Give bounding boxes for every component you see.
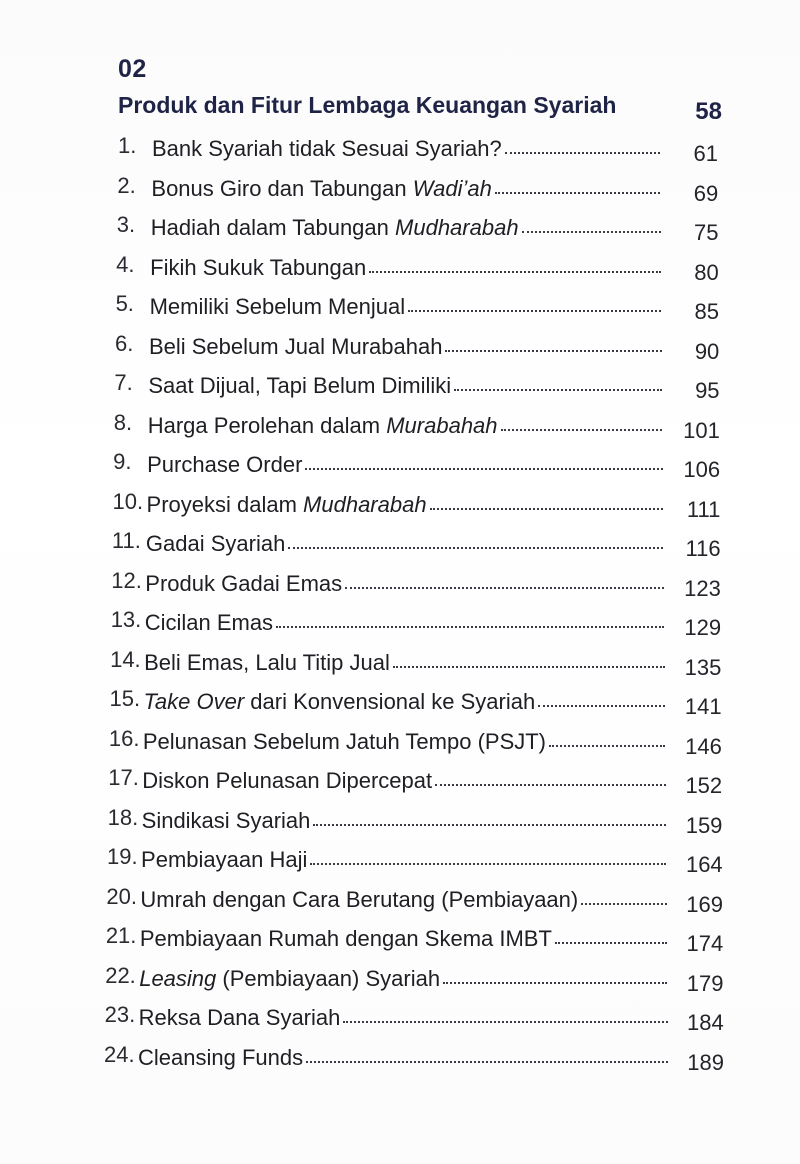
toc-entry-title bbox=[142, 805, 311, 837]
toc-entry-title-text: Pelunasan Sebelum Jatuh Tempo (PSJT) bbox=[142, 728, 547, 754]
toc-entry-title bbox=[152, 133, 502, 165]
dot-leader bbox=[430, 484, 664, 510]
toc-entry-title bbox=[150, 252, 366, 284]
toc-entry-title-italic: Murabahah bbox=[386, 412, 498, 438]
dot-leader bbox=[549, 721, 665, 747]
toc-entry-page-number: 85 bbox=[694, 299, 720, 324]
toc-entry-page-number: 101 bbox=[683, 417, 720, 443]
toc-entry-title-text: Sindikasi Syariah bbox=[141, 807, 311, 833]
dot-leader bbox=[581, 879, 666, 905]
toc-entry-page-number: 80 bbox=[694, 259, 719, 285]
toc-entry bbox=[110, 604, 722, 640]
toc-entry-title-italic: Wadi’ah bbox=[412, 175, 492, 201]
toc-entry bbox=[106, 881, 723, 917]
toc-entry bbox=[113, 407, 720, 443]
toc-entry-page-number: 169 bbox=[686, 891, 723, 917]
toc-entry-title bbox=[146, 528, 285, 560]
toc-entry-number: 22. bbox=[105, 962, 136, 988]
toc-entry-title-text: Saat Dijual, Tapi Belum Dimiliki bbox=[148, 373, 452, 398]
toc-entry-page-number: 61 bbox=[693, 141, 718, 166]
toc-entry-page-number: 152 bbox=[685, 773, 723, 798]
toc-entry bbox=[104, 1039, 724, 1075]
toc-entry bbox=[114, 328, 720, 364]
dot-leader bbox=[305, 444, 662, 470]
toc-entry-number: 14. bbox=[110, 646, 141, 672]
chapter-number: 02 bbox=[118, 55, 147, 83]
toc-entry bbox=[111, 565, 721, 601]
toc-entry bbox=[108, 723, 722, 759]
toc-entry-page-number: 179 bbox=[686, 970, 724, 996]
toc-entry-title-text: Reksa Dana Syariah bbox=[138, 1005, 341, 1030]
toc-entry-title-text: Bank Syariah tidak Sesuai Syariah? bbox=[152, 136, 502, 161]
dot-leader bbox=[345, 563, 664, 589]
toc-entry-page-number: 90 bbox=[694, 338, 720, 364]
toc-entry bbox=[112, 486, 721, 522]
toc-entry-title bbox=[142, 765, 432, 797]
toc-entry bbox=[104, 999, 724, 1035]
toc-entry-page-number: 75 bbox=[694, 220, 719, 245]
dot-leader bbox=[555, 918, 667, 944]
toc-entry-page-number: 95 bbox=[695, 378, 720, 403]
toc-entry-number: 6. bbox=[114, 330, 134, 356]
toc-entry-title-text: Hadiah dalam Tabungan bbox=[150, 215, 396, 240]
toc-entry-title-text: Beli Emas, Lalu Titip Jual bbox=[144, 649, 390, 675]
toc-entry-title-text: Fikih Sukuk Tabungan bbox=[150, 254, 367, 280]
toc-entry-number: 5. bbox=[115, 291, 134, 316]
toc-entry-page-number: 189 bbox=[687, 1049, 724, 1075]
dot-leader bbox=[310, 839, 666, 865]
toc-entry-title bbox=[139, 1002, 341, 1034]
toc-entry bbox=[114, 367, 720, 403]
toc-entry-number: 13. bbox=[110, 607, 142, 632]
toc-entry-title-text: Pembiayaan Haji bbox=[141, 847, 308, 872]
toc-entry-title-italic: Mudharabah bbox=[303, 491, 427, 517]
toc-entry-number: 4. bbox=[116, 251, 135, 277]
toc-entry-title-text: Pembiayaan Rumah dengan Skema IMBT bbox=[139, 926, 552, 951]
toc-entry-page-number: 159 bbox=[685, 812, 723, 838]
toc-entry-title bbox=[150, 291, 406, 323]
toc-entry-number: 18. bbox=[107, 804, 139, 830]
toc-entry-number: 3. bbox=[116, 212, 136, 237]
toc-entry-title-text: Umrah dengan Cara Berutang (Pembiayaan) bbox=[140, 886, 579, 912]
toc-entry-title-text: Diskon Pelunasan Dipercepat bbox=[142, 768, 433, 793]
toc-entry bbox=[107, 802, 723, 838]
toc-entry bbox=[105, 960, 724, 996]
toc-entry-number: 11. bbox=[111, 528, 141, 553]
toc-entry-page-number: 141 bbox=[684, 694, 722, 719]
toc-entry-title bbox=[143, 726, 546, 758]
toc-entry-number: 24. bbox=[104, 1041, 135, 1067]
dot-leader bbox=[445, 326, 661, 352]
toc-entry-title-text: Proyeksi dalam bbox=[146, 491, 304, 517]
toc-entry bbox=[115, 288, 720, 324]
toc-entry-title-text: Bonus Giro dan Tabungan bbox=[151, 175, 413, 201]
dot-leader bbox=[435, 760, 665, 786]
toc-entry-title bbox=[144, 647, 390, 679]
toc-entry bbox=[117, 170, 719, 206]
toc-entry bbox=[108, 762, 723, 798]
toc-entry-number: 17. bbox=[108, 765, 139, 790]
toc-entry-page-number: 146 bbox=[685, 733, 722, 759]
toc-entry bbox=[118, 130, 718, 166]
dot-leader bbox=[501, 405, 663, 431]
dot-leader bbox=[306, 1037, 668, 1063]
dot-leader bbox=[495, 168, 661, 194]
dot-leader bbox=[522, 207, 661, 233]
toc-entry-title-text: Cleansing Funds bbox=[138, 1044, 304, 1070]
toc-entry bbox=[110, 644, 722, 680]
toc-entry-page-number: 123 bbox=[684, 575, 721, 601]
dot-leader bbox=[443, 958, 667, 984]
toc-entry-number: 7. bbox=[114, 370, 133, 395]
dot-leader bbox=[538, 681, 665, 707]
dot-leader bbox=[276, 602, 664, 628]
dot-leader bbox=[369, 247, 661, 273]
toc-entry bbox=[116, 209, 719, 245]
toc-entry-number: 20. bbox=[106, 883, 138, 909]
toc-entry-title-text: Beli Sebelum Jual Murabahah bbox=[148, 333, 443, 359]
toc-entry bbox=[107, 841, 723, 877]
toc-entry-title bbox=[138, 1042, 303, 1074]
toc-entry-title bbox=[140, 923, 552, 955]
dot-leader bbox=[393, 642, 665, 668]
toc-entry bbox=[116, 249, 719, 285]
toc-entry-title-text: Purchase Order bbox=[147, 452, 303, 477]
toc-entry-number: 8. bbox=[113, 409, 133, 435]
toc-entry-title-text: Produk Gadai Emas bbox=[145, 570, 343, 596]
toc-entry-title bbox=[151, 173, 491, 205]
toc-entry-page-number: 106 bbox=[683, 457, 721, 482]
toc-entry bbox=[111, 525, 721, 561]
toc-entry-number: 21. bbox=[105, 923, 137, 948]
toc-entry bbox=[109, 683, 722, 719]
toc-entry-number: 10. bbox=[112, 488, 144, 514]
toc-entry-title-text: Memiliki Sebelum Menjual bbox=[149, 294, 406, 319]
toc-entry-title-text: Harga Perolehan dalam bbox=[147, 412, 387, 438]
toc-entry-number: 15. bbox=[109, 686, 141, 711]
toc-entry-page-number: 69 bbox=[693, 180, 719, 206]
toc-entry bbox=[105, 920, 724, 956]
toc-entry-title bbox=[149, 331, 443, 363]
dot-leader bbox=[343, 997, 667, 1023]
toc-entry-title bbox=[151, 212, 519, 244]
dot-leader bbox=[288, 523, 663, 549]
chapter-page-number: 58 bbox=[695, 98, 722, 125]
toc-entry-title bbox=[139, 963, 440, 995]
toc-entry-title-text: Gadai Syariah bbox=[145, 531, 286, 556]
toc-entry-page-number: 164 bbox=[685, 852, 723, 877]
dot-leader bbox=[454, 365, 662, 391]
toc-entry bbox=[113, 446, 721, 482]
toc-entry-title-italic: Leasing bbox=[139, 965, 217, 991]
toc-entry-title-text-after: (Pembiayaan) Syariah bbox=[216, 965, 441, 991]
toc-entry-number: 19. bbox=[107, 844, 138, 869]
toc-entry-title-italic: Mudharabah bbox=[395, 215, 519, 240]
toc-entry-title bbox=[141, 844, 307, 876]
toc-entry-number: 16. bbox=[108, 725, 140, 751]
toc-entry-number: 2. bbox=[117, 172, 136, 198]
toc-entry-page-number: 111 bbox=[686, 496, 721, 522]
toc-entry-number: 9. bbox=[113, 449, 132, 474]
toc-entry-page-number: 129 bbox=[684, 615, 722, 640]
toc-entry-page-number: 184 bbox=[687, 1010, 724, 1035]
toc-entry-page-number: 116 bbox=[685, 536, 721, 561]
toc-entry-title bbox=[147, 489, 427, 521]
dot-leader bbox=[505, 128, 660, 154]
toc-entry-title-italic: Take Over bbox=[143, 689, 245, 714]
toc-entry-title bbox=[143, 686, 535, 718]
chapter-title: Produk dan Fitur Lembaga Keuangan Syariah bbox=[118, 92, 617, 118]
toc-entry-title-text-after: dari Konvensional ke Syariah bbox=[244, 689, 536, 714]
toc-entry-title bbox=[148, 370, 451, 402]
toc-entry-number: 1. bbox=[118, 133, 137, 158]
toc-entry-title bbox=[145, 607, 273, 639]
toc-entry-number: 23. bbox=[104, 1002, 136, 1027]
dot-leader bbox=[313, 800, 666, 826]
toc-entry-title bbox=[140, 884, 578, 916]
dot-leader bbox=[408, 286, 661, 312]
toc-entry-page-number: 135 bbox=[684, 654, 722, 680]
toc-entry-title-text: Cicilan Emas bbox=[144, 610, 274, 635]
toc-entry-title bbox=[147, 449, 302, 481]
toc-entry-title bbox=[148, 410, 498, 442]
toc-entry-number: 12. bbox=[111, 567, 142, 593]
toc-entry-title bbox=[145, 568, 342, 600]
toc-entry-page-number: 174 bbox=[686, 931, 724, 956]
